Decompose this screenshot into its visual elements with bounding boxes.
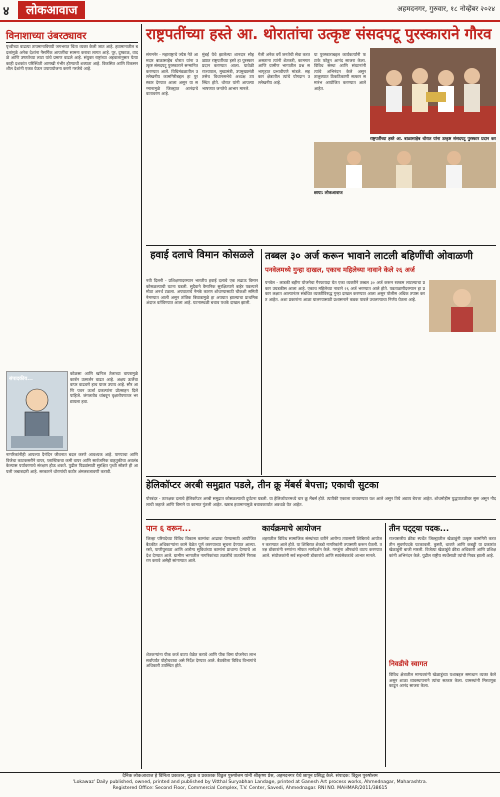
continued-body: जिल्हा परिषदेच्या विविध विकास कामांचा आढावा घेण्यासाठी आयोजित बैठकीत अधिकाऱ्यांना कामे वेळेत पूर्ण करण्याच्या सूचना देण्यात आल्या. रस्ते, पाणीपुरवठा आणि आरोग्य सुविधांच्या कामांना प्राधान्य देण्याचे आदेश देण्यात आले. ग्रामीण भागातील नागरिकांच्या तक्रारींचे तातडीने निराकरण करावे असेही सांगण्यात आले. <box>146 536 256 564</box>
continued-body-2: शेतकऱ्यांना पीक कर्ज वाटप वेळेत करावे आणि पीक विमा योजनेचा लाभ सर्वांपर्यंत पोहोचवावा असे निर्देश देण्यात आले. बैठकीला विविध विभागांचे अधिकारी उपस्थित होते. <box>146 652 256 669</box>
lead-col-4: या पुरस्काराबद्दल कार्यकर्त्यांनी फटाके फोडून आनंद साजरा केला. विविध संस्था आणि संघटनांनी त्यांचे अभिनंदन केले असून तालुक्यात ठिकठिकाणी सत्कार समारंभ आयोजित करण्यात आले आहेत. <box>314 52 366 91</box>
lead-photo-caption: राष्ट्रपतींच्या हस्ते आ. बाळासाहेब थोरात यांना उत्कृष्ट संसदपटू पुरस्कार प्रदान कर <box>370 136 496 141</box>
editorial-body-bottom: नागरिकांनीही आपल्या दैनंदिन जीवनात बदल करणे आवश्यक आहे. पाण्याचा आणि विजेचा काटकसरीने वापर, प्लास्टिकचा कमी वापर आणि सार्वजनिक वाहतुकीचा अवलंब केल्यास पर्यावरणाचे संरक्षण होऊ शकते. पुढील पिढ्यांसाठी सुरक्षित पृथ्वी सोडणे ही आपली जबाबदारी आहे. सरकारने धोरणांची कठोर अंमलबजावणी करावी. <box>6 452 138 474</box>
editorial-body-mid: कोळसा आणि खनिज तेलाच्या वापरामुळे कार्बन उत्सर्जन वाढत आहे. अक्षय ऊर्जेचा वापर वाढवणे हाच यावर उपाय आहे. सौर आणि पवन ऊर्जा प्रकल्पांना प्रोत्साहन दिले पाहिजे. जंगलतोड थांबवून वृक्षारोपणावर भर द्यायला हवा. <box>70 371 138 404</box>
lead-photo-2 <box>314 142 496 188</box>
award-ceremony-photo <box>370 48 496 134</box>
sports-subhead: निवडीचे स्वागत <box>389 660 428 668</box>
scheme-photo <box>429 280 496 332</box>
heli-body: पोरबंदर - तटरक्षक दलाचे हेलिकॉप्टर अरबी समुद्रात कोसळल्याची दुर्घटना घडली. या हेलिकॉप्टरमध्ये चार क्रू मेंबर्स होते. त्यापैकी एकाला वाचवण्यात यश आले असून तिघे अद्याप बेपत्ता आहेत. शोधमोहीम युद्धपातळीवर सुरू असून नौदलाची जहाजे आणि विमाने या कामात गुंतली आहेत. खराब हवामानामुळे बचावकार्यात अडथळे येत आहेत. <box>146 496 496 507</box>
women-body: पनवेल - लाडकी बहीण योजनेचा गैरफायदा घेत एका व्यक्तीने तब्बल ३० अर्ज करून रक्कम लाटल्याचा प्रकार उघडकीस आला आहे. एकाच महिलेच्या नावाने २६ अर्ज भरण्यात आले होते. पडताळणीदरम्यान हा प्रकार लक्षात आल्यानंतर संबंधित व्यक्तीविरुद्ध गुन्हा दाखल करण्यात आला असून पोलीस अधिक तपास करत आहेत. अशा प्रकारांना आळा घालण्यासाठी प्रशासनाने कडक पावले उचलण्याचा निर्णय घेतला आहे. <box>265 280 425 302</box>
bottom-right-divider <box>385 523 386 767</box>
column-divider <box>141 24 142 769</box>
editorial-title: विनाशाच्या उंबरठ्यावर <box>6 28 138 43</box>
sports-body: राज्यस्तरीय क्रीडा स्पर्धेत जिल्ह्यातील खेळाडूंनी उत्कृष्ट कामगिरी करत तीन सुवर्णपदके पटकावली. कुस्ती, धावणे आणि कबड्डी या प्रकारांत खेळाडूंनी बाजी मारली. विजेत्या खेळाडूंचे क्रीडा अधिकारी आणि प्रशिक्षकांनी अभिनंदन केले. पुढील राष्ट्रीय स्पर्धेसाठी त्यांची निवड झाली आहे. <box>389 536 496 558</box>
lead-col-2: मुंबई येथे झालेल्या शानदार सोहळ्यात राष्ट्रपतींच्या हस्ते हा पुरस्कार प्रदान करण्यात आला. यावेळी राज्यपाल, मुख्यमंत्री, उपमुख्यमंत्री तसेच विधानसभेचे अध्यक्ष उपस्थित होते. थोरात यांनी आपल्या भाषणात जनतेचे आभार मानले. <box>202 52 254 91</box>
imprint-line-1: दैनिक लोकआवाज हे विनिता प्रकाशन, मुद्रक व प्रकाशक विठ्ठल पुरुषोत्तम यांनी श्रीकृष्ण प्रेस, अहमदनगर येथे छापून प्रसिद्ध केले. संपादक: विठ्ठल पुरुषोत्तम <box>122 774 378 779</box>
lead-photo-credit: छाया: लोकआवाज <box>314 190 343 195</box>
imprint-line-2: 'Lokawaz' Daily published, owned, printed and published by Vitthal Suryabhan Landage, printed at Ganesh Art process works, Ahmednagar, Maharashtra. <box>72 780 428 785</box>
story-divider-v <box>261 249 262 475</box>
editorial-body-top: पृथ्वीच्या वाढत्या तापमानाविषयी जगभरात चिंता व्यक्त केली जात आहे. हवामानातील बदलांमुळे अनेक देशांना नैसर्गिक आपत्तींचा सामना करावा लागत आहे. पूर, दुष्काळ, वादळे आणि उष्णतेच्या लाटा यांचे प्रमाण वाढले आहे. संयुक्त राष्ट्रांच्या अहवालानुसार येत्या काही दशकांत परिस्थिती आणखी गंभीर होण्याची शक्यता आहे. विकसित आणि विकसनशील देशांनी एकत्र येऊन उपाययोजना करणे गरजेचे आहे. <box>6 44 138 72</box>
women-subhead: पनवेलमध्ये गुन्हा दाखल, एकाच महिलेच्या नावाने केले २६ अर्ज <box>265 266 415 274</box>
heli-headline: हेलिकॉप्टर अरबी समुद्रात पडले, तीन क्रू मेंबर्स बेपत्ता; एकाची सुटका <box>146 480 379 491</box>
bottom-divider <box>146 519 496 520</box>
page-header <box>0 0 500 22</box>
masthead-logo: लोकआवाज <box>18 1 85 19</box>
sports-sub-body: विविध क्षेत्रातील मान्यवरांनी खेळाडूंच्या यशाबद्दल समाधान व्यक्त केले असून शाळा व्यवस्थापनाने त्यांचा सत्कार केला. ग्रामस्थांनी मिरवणूक काढून आनंद साजरा केला. <box>389 672 496 689</box>
women-headline: तब्बल ३० अर्ज करून भावाने लाटली बहिणींची ओवाळणी <box>265 251 473 262</box>
cartoon-caption: संपादकीय... <box>9 376 33 382</box>
lead-photo <box>370 48 496 134</box>
continued-headline: पान ६ वरून... <box>146 524 192 533</box>
dignitaries-photo <box>314 142 496 188</box>
lead-col-3: गेली अनेक वर्षे जनतेची सेवा करत असताना त्यांनी शेतकरी, कामगार आणि ग्रामीण भागातील प्रश्न सभागृहात प्रभावीपणे मांडले. सहकार क्षेत्रातील त्यांचे योगदान उल्लेखनीय आहे. <box>258 52 310 85</box>
cartoon-illustration <box>7 372 67 450</box>
sports-headline: तीन पट्ट्या पदक... <box>389 524 450 533</box>
imprint-footer <box>0 772 500 797</box>
imprint-line-3: Registered Office: Second Floor, Commercial Complex, T.V. Center, Savedi, Ahmednagar. RNI NO. MAHMAR/2011/38615 <box>112 786 388 791</box>
aircraft-headline: हवाई दलाचे विमान कोसळले <box>150 250 254 261</box>
lead-divider <box>146 245 496 246</box>
date-line: अहमदनगर, गुरुवार, १८ नोव्हेंबर २०२४ <box>397 5 495 13</box>
page-number: ४ <box>3 4 10 18</box>
women-photo <box>429 280 496 332</box>
cartoon-image <box>6 371 68 451</box>
event-headline: कार्यक्रमाचे आयोजन <box>262 524 321 533</box>
lead-col-1: संगमनेर - महाराष्ट्राचे ज्येष्ठ नेते आमदार बाळासाहेब थोरात यांना उत्कृष्ट संसदपटू पुरस्काराने सन्मानित करण्यात आले. विधिमंडळातील उल्लेखनीय कामगिरीबद्दल हा पुरस्कार देण्यात आला असून या सन्मानामुळे जिल्ह्यात आनंदाचे वातावरण आहे. <box>146 52 198 97</box>
event-body: शहरातील विविध सामाजिक संस्थांच्या वतीने आरोग्य तपासणी शिबिराचे आयोजन करण्यात आले होते. या शिबिरात शेकडो नागरिकांनी तपासणी करून घेतली. तज्ज्ञ डॉक्टरांनी रुग्णांना मोफत मार्गदर्शन केले. गरजूंना औषधांचे वाटप करण्यात आले. संयोजकांनी सर्व सहभागी डॉक्टरांचे आणि स्वयंसेवकांचे आभार मानले. <box>262 536 382 558</box>
lead-headline: राष्ट्रपतींच्या हस्ते आ. थोरातांचा उत्कृष्ट संसदपटू पुरस्काराने गौरव <box>146 25 492 43</box>
aircraft-body: नवी दिल्ली - प्रशिक्षणादरम्यान भारतीय हवाई दलाचे एक लढाऊ विमान कोसळल्याची घटना घडली. सुदैवाने वैमानिक सुरक्षितपणे बाहेर पडल्याने मोठा अनर्थ टळला. अपघाताचे नेमके कारण शोधण्यासाठी चौकशी समिती नेमण्यात आली असून तांत्रिक बिघाडामुळे हा अपघात झाल्याचा प्राथमिक अंदाज वर्तविण्यात आला आहे. घटनास्थळी बचाव पथके दाखल झाली. <box>146 278 258 306</box>
heli-divider <box>146 476 496 477</box>
